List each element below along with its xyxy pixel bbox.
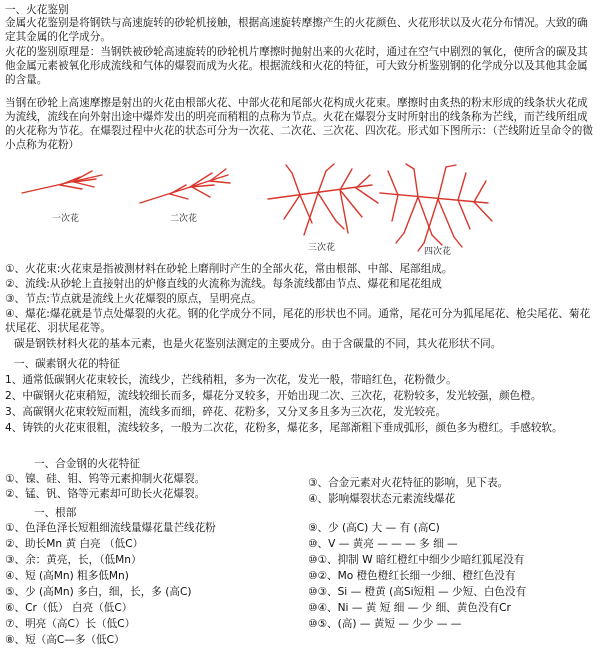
root-left-row-7: ⑦、明亮（高C）长（低C） <box>5 618 136 630</box>
spark-secondary <box>140 169 230 203</box>
spark-quaternary <box>380 164 492 251</box>
alloy-item-2: ②、锰、钒、铬等元素却可助长火花爆裂。 <box>5 488 206 500</box>
section-title-root: 一、根部 <box>34 507 77 519</box>
section-title-alloy-steel: 一、合金钢的火花特征 <box>34 458 140 470</box>
root-left-row-6: ⑥、Cr（低） 白亮（低C） <box>5 602 133 614</box>
section-title-spark-identification: 一、火花鉴别 <box>5 4 69 16</box>
caption-secondary-spark: 二次花 <box>170 214 198 224</box>
principle-paragraph: 火花的鉴别原理是：当钢铁被砂轮高速旋转的砂轮机片摩擦时抛射出来的火花时，通过在空气中剧烈的氧化，使所含的碳及其他金属元素被氧化形成流线和气体的爆裂而成为火花。根据流线和火花的特征，可大致分析鉴别钢的化学成分以及其他其金属的含量。 <box>5 46 588 86</box>
root-right-row-2: ⑩、V — 黄亮 — — — 多 细 — <box>308 538 458 550</box>
alloy-item-3: ③、合金元素对火花特征的影响，见下表。 <box>308 477 509 489</box>
intro-paragraph: 金属火花鉴别是将钢铁与高速旋转的砂轮机接触，根据高速旋转摩擦产生的火花颜色、火花形状以及火花分布情况。大致的确定其金属的化学成分。 <box>5 17 588 43</box>
root-left-row-3: ③、余：黄亮，长，（低Mn） <box>5 554 142 566</box>
definition-spark-bundle: ①、火花束:火花束是指被测材料在砂轮上磨削时产生的全部火花，常由根部、中部、尾部组成。 <box>5 263 453 275</box>
root-right-row-1: ⑨、少 (高C) 大 — 有 (高C) <box>308 522 440 534</box>
section-title-carbon-steel: 一、碳素钢火花的特征 <box>14 358 120 370</box>
caption-quaternary-spark: 四次花 <box>424 247 452 257</box>
root-left-row-1: ①、色泽色泽长短粗细流线量爆花量芒线花粉 <box>5 522 216 534</box>
definition-burst: ④、爆花:爆花就是节点处爆裂的火花。钢的化学成分不同，尾花的形状也不同。通常，尾花可分为狐尾尾花、枪尖尾花、菊花状尾花、羽状尾花等。 <box>5 308 591 334</box>
definition-node: ③、节点:节点就是流线上火花爆裂的原点，呈明亮点。 <box>5 293 262 305</box>
spark-structure-paragraph: 当钢在砂轮上高速摩擦是射出的火花由根部火花、中部火花和尾部火花构成火花束。摩擦时由炙热的粉末形成的线条状火花成为流线，流线在向外射出途中爆炸发出的明亮而稍粗的点称为节点。火花在爆裂分支时所射出的线条称为芒线，而芒线所组成的火花称为节花。在爆裂过程中火花的状态可分为一次花、二次花、三次花、四次花。形式如下图所示：（芒线附近呈命令的微小点称为花粉） <box>5 97 593 151</box>
root-right-row-5: ⑩③、Si — 橙黄 (高Si短粗 — 少短、白色没有 <box>308 586 527 598</box>
root-right-row-4: ⑩②、Mo 橙色橙红长细一少细、橙红色没有 <box>308 570 516 582</box>
root-left-row-5: ⑤、少 (高Mn) 多白，细，长，多 (高C) <box>5 586 192 598</box>
caption-primary-spark: 一次花 <box>52 214 80 224</box>
alloy-item-1: ①、镍、硅、钼、钨等元素抑制火花爆裂。 <box>5 473 206 485</box>
root-left-row-2: ②、助长Mn 黄 白亮 （低C） <box>5 538 144 550</box>
root-left-row-8: ⑧、短（高C—多（低C） <box>5 634 125 646</box>
carbon-item-cast-iron: 4、铸铁的火花束很粗，流线较多，一般为二次花，花粉多，爆花多，尾部渐粗下垂成弧形，颜色多为橙红。手感较软。 <box>5 422 563 434</box>
spark-stages-diagram <box>0 163 600 255</box>
root-left-row-4: ④、短 (高Mn) 粗多低Mn) <box>5 570 129 582</box>
carbon-item-medium: 2、中碳钢火花束稍短，流线较细长而多，爆花分叉较多，开始出现二次、三次花，花粉较多，发光较强，颜色橙。 <box>5 390 542 402</box>
root-right-row-3: ⑩①、抑制 W 暗红橙红中细少少暗红狐尾没有 <box>308 554 525 566</box>
spark-tertiary <box>268 164 378 235</box>
root-right-row-7: ⑩⑤、(高) — 黄短 — 少少 — — <box>308 618 462 630</box>
root-right-row-6: ⑩④、Ni — 黄 短 细 — 少 细、黄色没有Cr <box>308 602 511 614</box>
carbon-item-low: 1、通常低碳钢火花束较长，流线少，芒线稍粗，多为一次花，发光一般，带暗红色，花粉微少。 <box>5 374 457 386</box>
alloy-item-4: ④、影响爆裂状态元素流线爆花 <box>308 493 456 505</box>
caption-tertiary-spark: 三次花 <box>308 243 336 253</box>
carbon-item-high: 3、高碳钢火花束较短而粗，流线多而细，碎花、花粉多，又分叉多且多为三次花，发光较亮。 <box>5 406 447 418</box>
carbon-note: 碳是钢铁材料火花的基本元素，也是火花鉴别法测定的主要成分。由于含碳量的不同，其火花形状不同。 <box>14 338 502 350</box>
definition-streamline: ②、流线:从砂轮上直接射出的炉修直线的火流称为流线。每条流线都由节点、爆花和尾花组成 <box>5 278 442 290</box>
spark-primary <box>22 171 102 193</box>
